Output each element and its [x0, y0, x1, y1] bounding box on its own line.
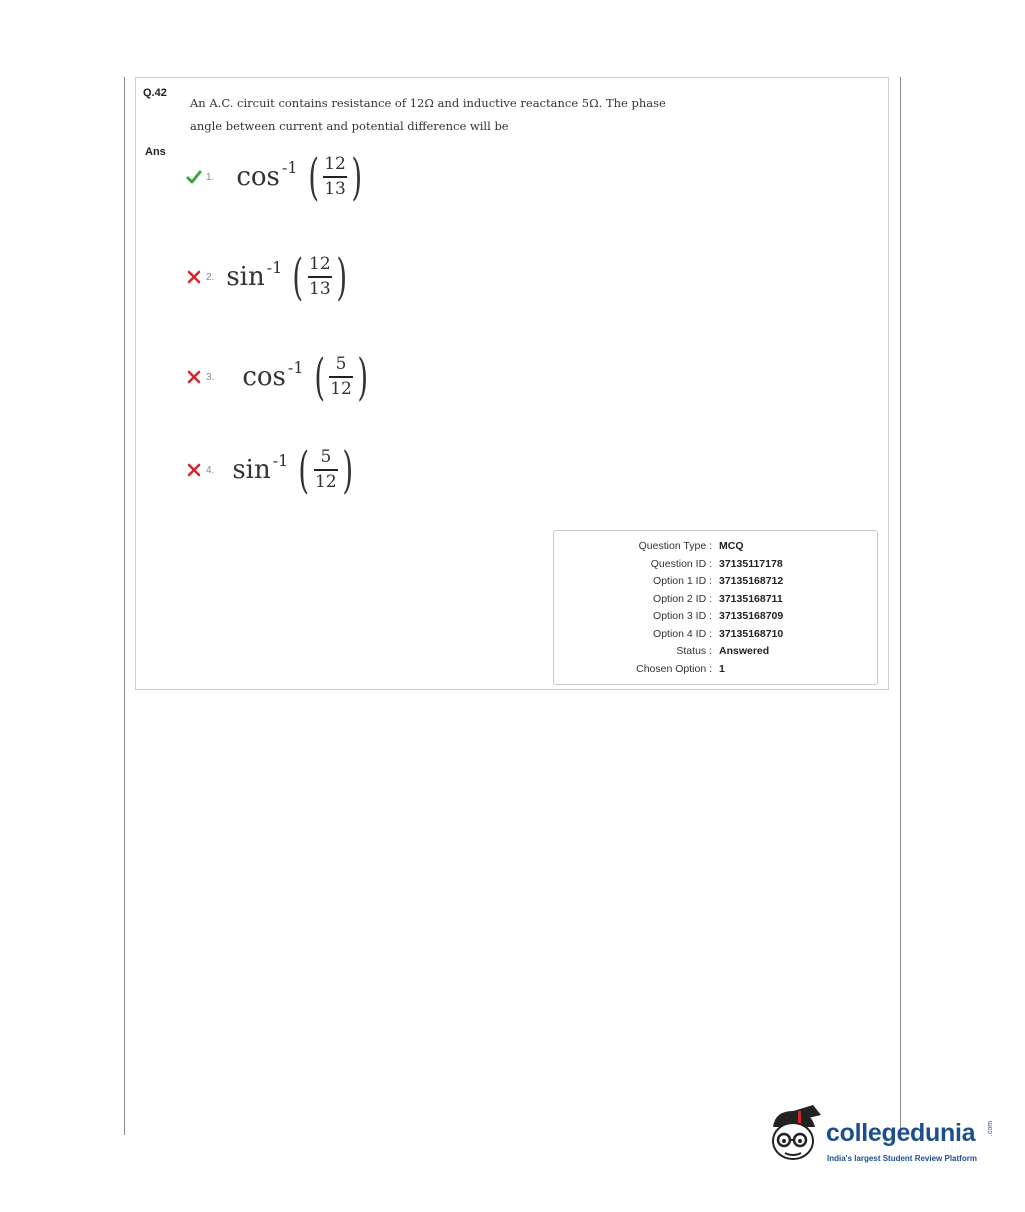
logo-tagline: India's largest Student Review Platform — [827, 1154, 977, 1163]
page-right-rule — [900, 77, 901, 1135]
option-power: -1 — [266, 257, 283, 277]
option-expression: sin -1 ( $\frac{12}{13}$ ) — [226, 248, 347, 306]
option-number: 2. — [206, 271, 215, 283]
option-1 — [186, 148, 367, 206]
option-denominator: 12 — [330, 379, 352, 399]
cross-icon — [186, 369, 202, 385]
option-4 — [186, 441, 357, 499]
question-number: Q.42 — [143, 87, 167, 99]
option-expression: cos -1 ( $\frac{12}{13}$ ) — [236, 148, 363, 206]
option-function: sin — [232, 455, 271, 485]
checkmark-icon — [186, 169, 202, 185]
option-denominator: 13 — [309, 279, 331, 299]
option-numerator: 12 — [309, 254, 331, 274]
question-metadata-panel: Question Type : MCQ Question ID : 37135117178 Option 1 ID : 37135168712 Option 2 ID : 37135168711 Option 3 ID : 37135168709 Option 4 ID : 37135168710 Status : Answered Chosen Option : 1 — [553, 530, 878, 685]
logo-brand-text: collegedunia — [826, 1119, 976, 1147]
cross-icon — [186, 462, 202, 478]
option-number: 1. — [206, 171, 215, 183]
option-numerator: 12 — [324, 154, 346, 174]
option-denominator: 12 — [315, 472, 337, 492]
mascot-icon — [765, 1105, 823, 1167]
answer-label: Ans — [145, 146, 166, 158]
page-left-rule — [124, 77, 125, 1135]
collegedunia-logo — [765, 1103, 995, 1178]
option-function: cos — [236, 162, 280, 192]
logo-domain-suffix: .com — [987, 1120, 995, 1137]
option-expression: sin -1 ( $\frac{5}{12}$ ) — [232, 441, 353, 499]
option-function: cos — [242, 362, 286, 392]
option-power: -1 — [287, 357, 304, 377]
option-power: -1 — [281, 157, 298, 177]
option-numerator: 5 — [335, 354, 347, 374]
option-denominator: 13 — [324, 179, 346, 199]
option-2 — [186, 248, 351, 306]
option-3 — [186, 348, 373, 406]
option-numerator: 5 — [320, 447, 332, 467]
option-power: -1 — [272, 450, 289, 470]
question-text: An A.C. circuit contains resistance of 12Ω and inductive reactance 5Ω. The phase angle between current and potential difference will be — [190, 96, 666, 133]
option-number: 3. — [206, 371, 215, 383]
option-function: sin — [226, 262, 265, 292]
option-expression: cos -1 ( $\frac{5}{12}$ ) — [242, 348, 369, 406]
cross-icon — [186, 269, 202, 285]
option-number: 4. — [206, 464, 215, 476]
